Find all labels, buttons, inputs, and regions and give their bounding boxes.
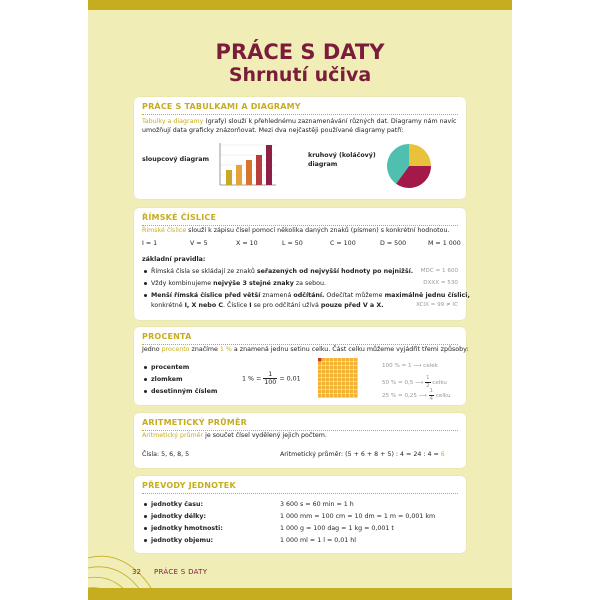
bullet xyxy=(144,378,147,381)
grid-cell xyxy=(326,358,330,362)
bar-chart xyxy=(214,141,278,189)
bar xyxy=(236,165,242,185)
grid-cell xyxy=(342,382,346,386)
pie-slice xyxy=(409,144,431,166)
grid-cell xyxy=(334,394,338,398)
grid-cell xyxy=(354,378,358,382)
grid-cell xyxy=(338,382,342,386)
roman-value: M = 1 000 xyxy=(428,240,461,247)
grid-cell xyxy=(322,366,326,370)
percent-equation: 1 % = $\frac{1}{100}$ = 0,01 xyxy=(242,371,301,386)
grid-cell xyxy=(322,358,326,362)
grid-cell xyxy=(318,382,322,386)
grid-cell xyxy=(330,362,334,366)
grid-cell xyxy=(346,370,350,374)
card-heading: ARITMETICKÝ PRŮMĚR xyxy=(142,418,247,427)
grid-cell xyxy=(334,358,338,362)
grid-cell xyxy=(330,394,334,398)
percent-example-1: 100 % = 1 ⟶ celek xyxy=(382,363,438,369)
grid-cell xyxy=(322,382,326,386)
intro-line: Jedno procento značíme 1 % a znamená jednu setinu celku. Část celku můžeme vyjádřit třemi způsoby: xyxy=(142,346,469,353)
divider xyxy=(142,493,458,494)
grid-cell xyxy=(350,382,354,386)
grid-cell xyxy=(318,390,322,394)
grid-cell xyxy=(322,362,326,366)
grid-cell xyxy=(326,390,330,394)
grid-cell xyxy=(326,374,330,378)
percent-example-2: 50 % = 0,5 ⟶ $\frac{1}{2}$ celku xyxy=(382,375,447,389)
grid-cell xyxy=(334,382,338,386)
bullet xyxy=(144,527,147,530)
grid-cell xyxy=(326,378,330,382)
bullet xyxy=(144,366,147,369)
card-diagrams xyxy=(134,97,466,199)
grid-cell xyxy=(350,390,354,394)
bullet xyxy=(144,282,147,285)
grid-cell xyxy=(326,370,330,374)
grid-cell xyxy=(350,386,354,390)
grid-cell xyxy=(330,378,334,382)
grid-cell xyxy=(318,366,322,370)
card-mean xyxy=(134,413,466,468)
grid-cell xyxy=(338,370,342,374)
grid-cell xyxy=(330,390,334,394)
grid-cell xyxy=(334,390,338,394)
bar xyxy=(246,160,252,185)
page-number: 32 xyxy=(132,568,141,576)
card-roman xyxy=(134,208,470,320)
grid-cell xyxy=(334,374,338,378)
unit-value: 1 000 g = 100 dag = 1 kg = 0,001 t xyxy=(280,525,394,532)
grid-cell xyxy=(330,370,334,374)
grid-cell xyxy=(326,394,330,398)
unit-label: jednotky objemu: xyxy=(151,537,214,544)
unit-value: 1 000 mm = 100 cm = 10 dm = 1 m = 0,001 km xyxy=(280,513,436,520)
grid-cell xyxy=(338,362,342,366)
bar-chart-label: sloupcový diagram xyxy=(142,156,210,163)
grid-cell xyxy=(346,358,350,362)
grid-cell xyxy=(326,362,330,366)
rule-3-example: XCIX = 99 ≠ IC xyxy=(416,302,458,308)
grid-cell xyxy=(326,386,330,390)
pie-chart-label-1: kruhový (koláčový) xyxy=(308,152,376,159)
intro-line: Tabulky a diagramy (grafy) slouží k přehlednému zaznamenávání různých dat. Diagramy nám navíc xyxy=(142,118,457,125)
grid-cell xyxy=(346,362,350,366)
grid-cell xyxy=(350,358,354,362)
grid-cell xyxy=(322,386,326,390)
grid-cell xyxy=(342,370,346,374)
roman-value: X = 10 xyxy=(236,240,258,247)
intro-line-2: umožňují data graficky znázorňovat. Mezi dva nejčastěji používané diagramy patří: xyxy=(142,127,404,134)
unit-value: 3 600 s = 60 min = 1 h xyxy=(280,501,354,508)
grid-cell xyxy=(338,390,342,394)
top-bar xyxy=(88,0,512,10)
grid-cell xyxy=(338,374,342,378)
intro-line: Římské číslice slouží k zápisu čísel pomocí několika daných znaků (písmen) s konkrétní hodnotou. xyxy=(142,227,450,234)
grid-cell xyxy=(354,370,358,374)
grid-cell xyxy=(330,386,334,390)
grid-cell xyxy=(342,362,346,366)
grid-cell xyxy=(334,370,338,374)
card-heading: PROCENTA xyxy=(142,332,192,341)
grid-cell xyxy=(334,378,338,382)
grid-cell xyxy=(334,362,338,366)
grid-cell xyxy=(318,394,322,398)
grid-cell xyxy=(350,370,354,374)
percent-way: desetinným číslem xyxy=(151,388,218,395)
card-percent xyxy=(134,327,469,405)
grid-cell xyxy=(342,358,346,362)
unit-label: jednotky hmotnosti: xyxy=(151,525,223,532)
grid-cell xyxy=(350,394,354,398)
book-page xyxy=(88,0,512,600)
bullet xyxy=(144,270,147,273)
pie-chart xyxy=(386,143,432,189)
grid-cell xyxy=(338,394,342,398)
grid-cell xyxy=(350,378,354,382)
grid-cell xyxy=(350,366,354,370)
rule-2: Vždy kombinujeme nejvýše 3 stejné znaky za sebou. xyxy=(151,280,327,287)
rule-3-cont: konkrétně I, X nebo C. Číslice I se pro odčítání užívá pouze před V a X. xyxy=(151,302,384,309)
page-title: PRÁCE S DATY xyxy=(215,40,385,64)
bullet xyxy=(144,390,147,393)
grid-cell xyxy=(338,378,342,382)
grid-cell xyxy=(318,362,322,366)
grid-cell xyxy=(322,378,326,382)
grid-cell-highlighted xyxy=(318,358,322,362)
bar xyxy=(266,145,272,185)
roman-value: D = 500 xyxy=(380,240,407,247)
grid-cell xyxy=(330,374,334,378)
grid-cell xyxy=(334,366,338,370)
grid-cell xyxy=(342,374,346,378)
unit-label: jednotky délky: xyxy=(151,513,206,520)
grid-cell xyxy=(346,366,350,370)
bullet xyxy=(144,503,147,506)
grid-cell xyxy=(354,390,358,394)
grid-cell xyxy=(346,382,350,386)
page-subtitle: Shrnutí učiva xyxy=(228,64,372,86)
mean-numbers: Čísla: 5, 6, 8, 5 xyxy=(142,451,190,458)
rule-2-example: DXXX = 530 xyxy=(423,280,458,286)
unit-label: jednotky času: xyxy=(151,501,203,508)
percent-example-3: 25 % = 0,25 ⟶ $\frac{1}{4}$ celku xyxy=(382,388,451,402)
bottom-bar xyxy=(88,588,512,600)
grid-cell xyxy=(346,394,350,398)
roman-value: L = 50 xyxy=(282,240,303,247)
unit-value: 1 000 ml = 1 l = 0,01 hl xyxy=(280,537,356,544)
bullet xyxy=(144,294,147,297)
grid-cell xyxy=(354,366,358,370)
roman-value: C = 100 xyxy=(330,240,356,247)
grid-cell xyxy=(338,358,342,362)
grid-cell xyxy=(330,358,334,362)
pie-chart-label-2: diagram xyxy=(308,161,338,168)
grid-cell xyxy=(354,386,358,390)
grid-cell xyxy=(330,366,334,370)
hundred-grid xyxy=(318,358,358,398)
divider xyxy=(142,114,458,115)
roman-value: V = 5 xyxy=(190,240,208,247)
grid-cell xyxy=(342,378,346,382)
grid-cell xyxy=(322,394,326,398)
grid-cell xyxy=(342,394,346,398)
grid-cell xyxy=(354,362,358,366)
rule-3: Menší římská číslice před větší znamená odčítání. Odečítat můžeme maximálně jednu číslici, xyxy=(151,292,470,299)
grid-cell xyxy=(346,378,350,382)
grid-cell xyxy=(318,374,322,378)
grid-cell xyxy=(326,382,330,386)
roman-value: I = 1 xyxy=(142,240,158,247)
percent-way: zlomkem xyxy=(151,376,183,383)
grid-cell xyxy=(346,390,350,394)
rule-1-example: MDC = 1 600 xyxy=(420,268,458,274)
mean-calculation: Aritmetický průměr: (5 + 6 + 8 + 5) : 4 = 24 : 4 = 6 xyxy=(280,451,445,458)
percent-way: procentem xyxy=(151,364,190,371)
rules-title: základní pravidla: xyxy=(142,256,206,263)
grid-cell xyxy=(326,366,330,370)
grid-cell xyxy=(350,362,354,366)
card-heading: PŘEVODY JEDNOTEK xyxy=(142,481,236,490)
grid-cell xyxy=(338,386,342,390)
footer-label: PRÁCE S DATY xyxy=(154,568,208,576)
grid-cell xyxy=(342,386,346,390)
bar xyxy=(226,170,232,185)
card-heading: ŘÍMSKÉ ČÍSLICE xyxy=(142,213,217,222)
grid-cell xyxy=(322,370,326,374)
grid-cell xyxy=(330,382,334,386)
grid-cell xyxy=(350,374,354,378)
grid-cell xyxy=(322,390,326,394)
bullet xyxy=(144,515,147,518)
grid-cell xyxy=(318,370,322,374)
grid-cell xyxy=(354,358,358,362)
grid-cell xyxy=(342,366,346,370)
intro-line: Aritmetický průměr je součet čísel vydělený jejich počtem. xyxy=(142,432,327,439)
grid-cell xyxy=(322,374,326,378)
grid-cell xyxy=(318,378,322,382)
card-heading: PRÁCE S TABULKAMI A DIAGRAMY xyxy=(142,102,301,111)
grid-cell xyxy=(342,390,346,394)
grid-cell xyxy=(338,366,342,370)
grid-cell xyxy=(346,386,350,390)
grid-cell xyxy=(354,382,358,386)
grid-cell xyxy=(346,374,350,378)
grid-cell xyxy=(318,386,322,390)
grid-cell xyxy=(354,394,358,398)
bar xyxy=(256,155,262,185)
grid-cell xyxy=(334,386,338,390)
grid-cell xyxy=(354,374,358,378)
rule-1: Římská čísla se skládají ze znaků seřazených od nejvyšší hodnoty po nejnižší. xyxy=(151,268,414,275)
